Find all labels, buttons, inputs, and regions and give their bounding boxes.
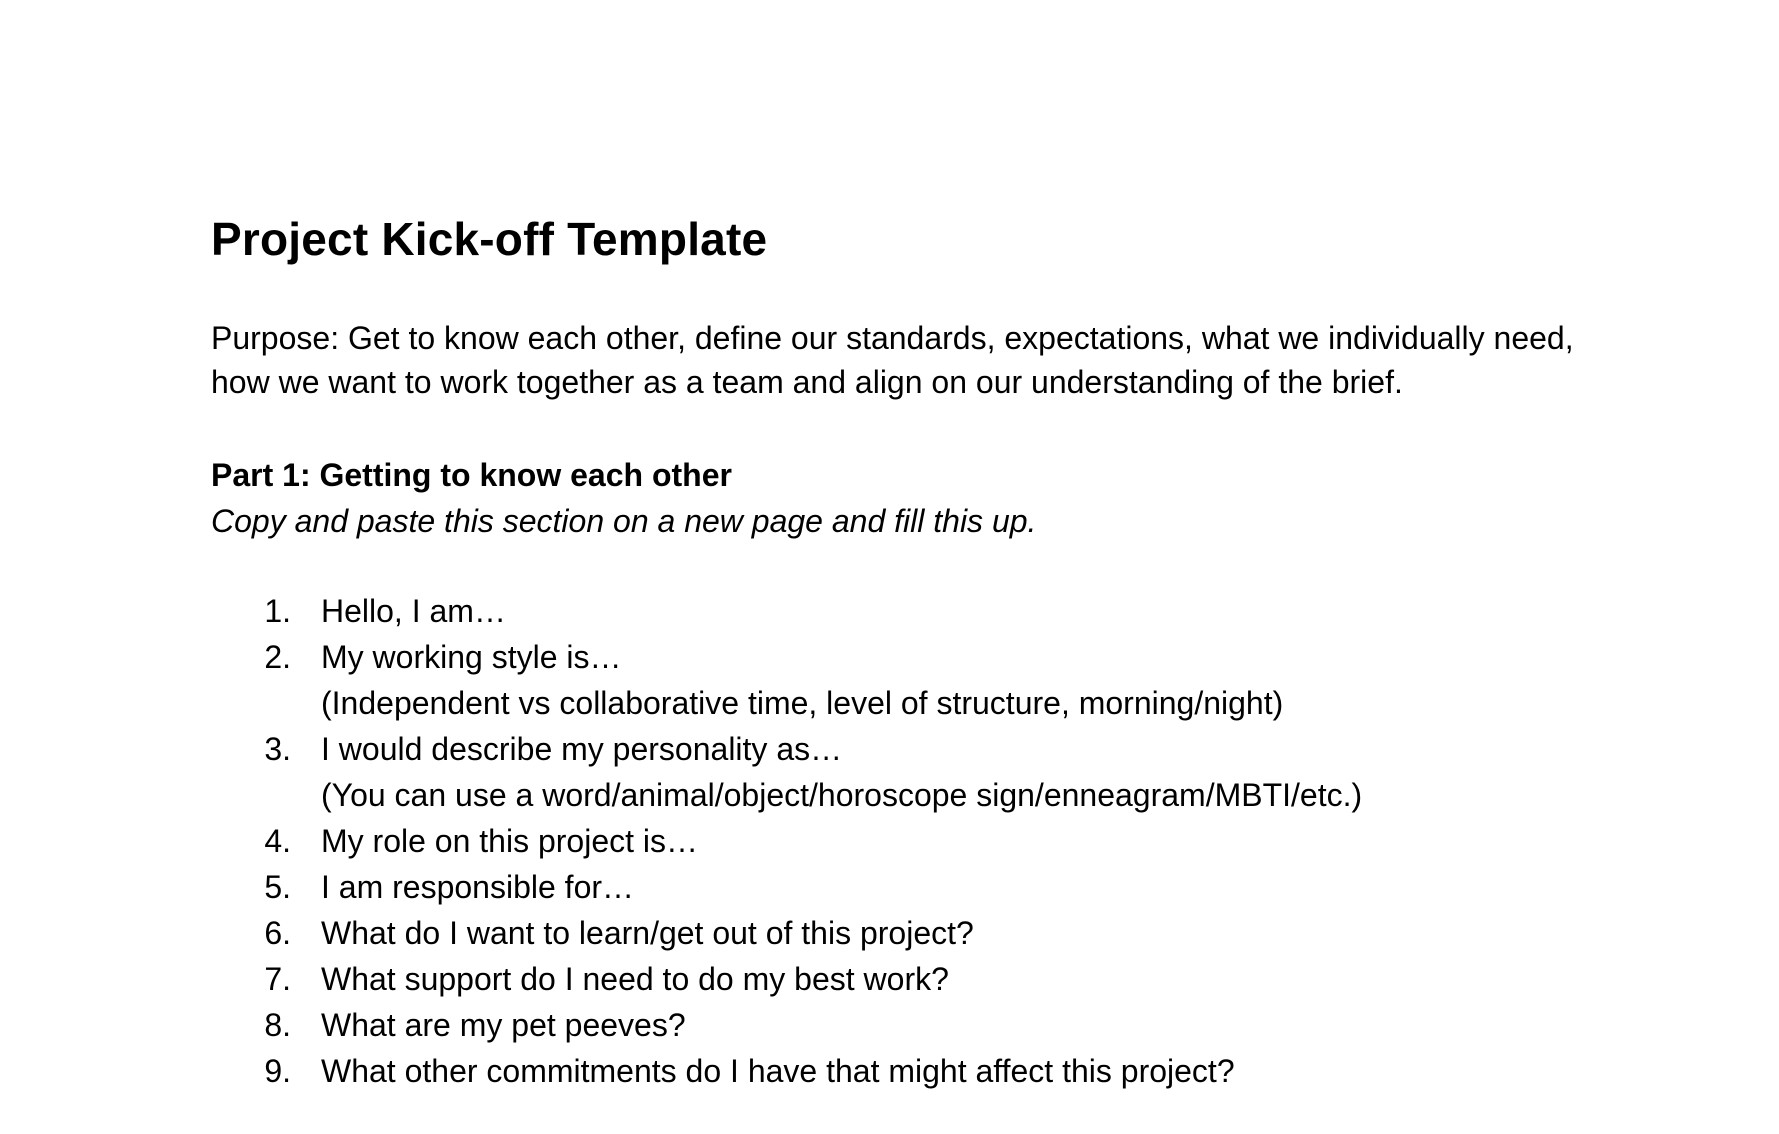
question-item-1 — [211, 588, 1631, 634]
question-item-6 — [211, 910, 1631, 956]
question-item-3 — [211, 726, 1631, 818]
question-number: 6. — [264, 915, 291, 951]
question-body — [321, 634, 1631, 726]
question-body — [321, 818, 1631, 864]
question-body — [321, 588, 1631, 634]
question-text: I would describe my personality as… — [321, 731, 843, 767]
question-list — [211, 588, 1631, 1094]
question-text: What other commitments do I have that might affect this project? — [321, 1053, 1235, 1089]
question-body — [321, 864, 1631, 910]
question-number: 8. — [264, 1007, 291, 1043]
part-1-heading: Part 1: Getting to know each other — [211, 457, 732, 493]
question-number: 5. — [264, 869, 291, 905]
question-item-5 — [211, 864, 1631, 910]
question-text: My role on this project is… — [321, 823, 699, 859]
question-number: 1. — [264, 593, 291, 629]
question-body — [321, 726, 1631, 818]
purpose-paragraph: Purpose: Get to know each other, define our standards, expectations, what we individually need, how we want to work together as a team and align on our understanding of the brief. — [211, 320, 1574, 400]
question-text: What are my pet peeves? — [321, 1007, 686, 1043]
question-number: 4. — [264, 823, 291, 859]
question-text: I am responsible for… — [321, 869, 635, 905]
question-body — [321, 1048, 1631, 1094]
question-number: 3. — [264, 731, 291, 767]
question-item-7 — [211, 956, 1631, 1002]
question-number: 7. — [264, 961, 291, 997]
question-item-2 — [211, 634, 1631, 726]
part-1-instruction: Copy and paste this section on a new page and fill this up. — [211, 503, 1037, 539]
question-text: What do I want to learn/get out of this project? — [321, 915, 974, 951]
question-number: 2. — [264, 639, 291, 675]
question-text: Hello, I am… — [321, 593, 506, 629]
question-body — [321, 1002, 1631, 1048]
question-item-4 — [211, 818, 1631, 864]
question-body — [321, 910, 1631, 956]
document-page — [211, 210, 1631, 1094]
question-text: What support do I need to do my best work? — [321, 961, 949, 997]
question-body — [321, 956, 1631, 1002]
question-item-9 — [211, 1048, 1631, 1094]
question-note: (You can use a word/animal/object/horoscope sign/enneagram/MBTI/etc.) — [321, 777, 1363, 813]
question-item-8 — [211, 1002, 1631, 1048]
question-text: My working style is… — [321, 639, 622, 675]
document-title: Project Kick-off Template — [211, 213, 768, 265]
question-number: 9. — [264, 1053, 291, 1089]
question-note: (Independent vs collaborative time, level of structure, morning/night) — [321, 685, 1284, 721]
